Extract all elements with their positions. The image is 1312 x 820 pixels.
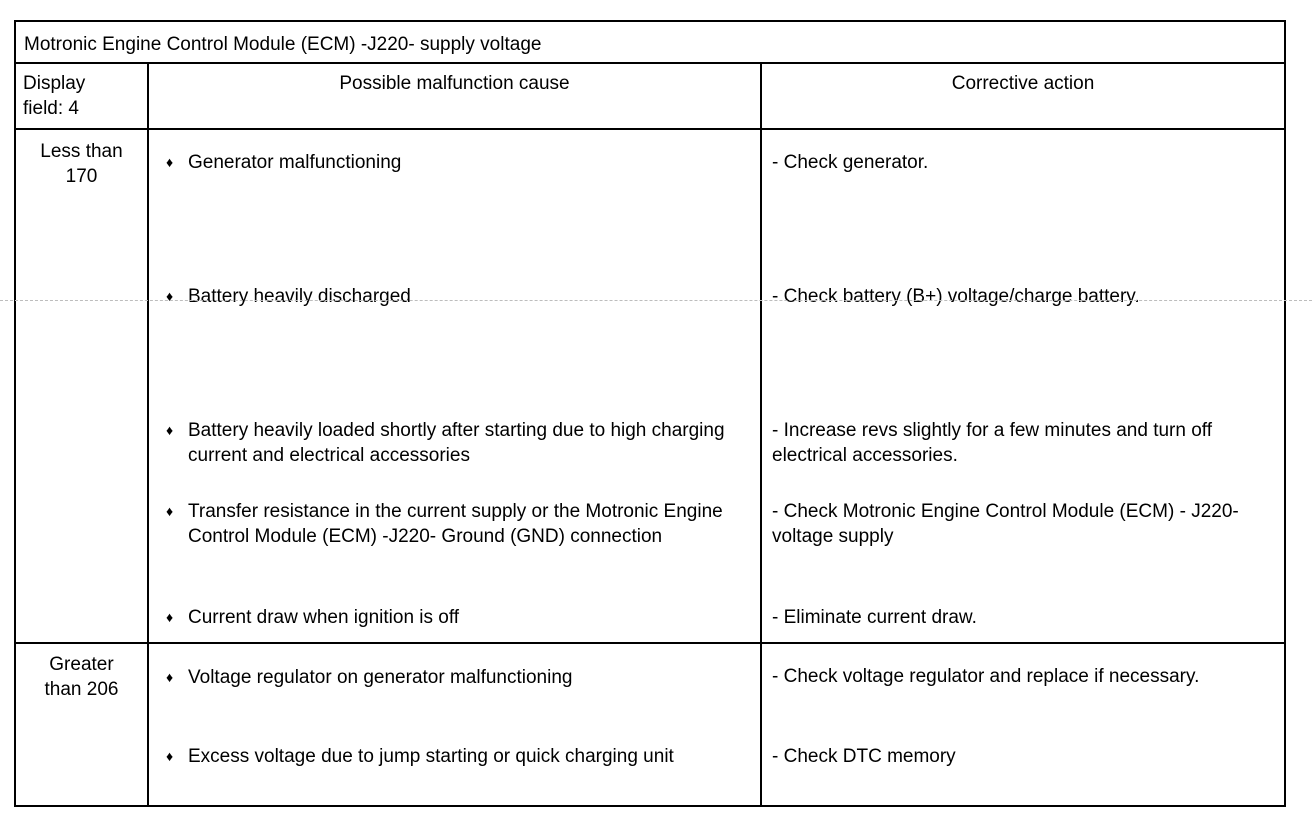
action-text: - Check DTC memory xyxy=(772,746,956,767)
action-text: - Check generator. xyxy=(772,152,929,173)
action-text: - Increase revs slightly for a few minutes and turn off electrical accessories. xyxy=(772,420,1213,466)
diamond-bullet-icon: ♦ xyxy=(166,154,174,170)
header-display-field-line2: field: 4 xyxy=(23,98,79,119)
scan-line-artifact xyxy=(0,300,1312,301)
header-action: Corrective action xyxy=(951,73,1095,94)
cause-text: Generator malfunctioning xyxy=(188,152,402,173)
action-text: - Eliminate current draw. xyxy=(772,607,977,628)
table-title-row xyxy=(16,22,1284,64)
header-display-field xyxy=(23,71,143,121)
action-text: - Check battery (B+) voltage/charge battery. xyxy=(772,286,1140,307)
cause-text: Excess voltage due to jump starting or quick charging unit xyxy=(188,746,674,767)
diamond-bullet-icon: ♦ xyxy=(166,669,174,685)
action-text: - Check voltage regulator and replace if necessary. xyxy=(772,666,1200,687)
diamond-bullet-icon: ♦ xyxy=(166,748,174,764)
cause-text: Transfer resistance in the current supply or the Motronic Engine Control Module (ECM) -J220- Ground (GND) connection xyxy=(188,501,723,547)
column-divider-1 xyxy=(147,64,149,807)
group-1-display-line2: 170 xyxy=(65,166,98,187)
cause-text: Voltage regulator on generator malfunctioning xyxy=(188,667,573,688)
header-display-field-line1: Display xyxy=(23,73,86,94)
header-bottom-divider xyxy=(16,128,1284,130)
diamond-bullet-icon: ♦ xyxy=(166,609,174,625)
table-title: Motronic Engine Control Module (ECM) -J220- supply voltage xyxy=(24,34,542,55)
cause-text: Current draw when ignition is off xyxy=(188,607,460,628)
action-text: - Check Motronic Engine Control Module (ECM) - J220- voltage supply xyxy=(772,501,1239,547)
group-2-display-line1: Greater xyxy=(49,654,114,675)
column-divider-2 xyxy=(760,64,762,807)
header-cause: Possible malfunction cause xyxy=(339,73,570,94)
group-2-display-line2: than 206 xyxy=(44,679,119,700)
group-1-display-value xyxy=(16,139,147,189)
cause-text: Battery heavily discharged xyxy=(188,286,411,307)
diamond-bullet-icon: ♦ xyxy=(166,503,174,519)
diamond-bullet-icon: ♦ xyxy=(166,422,174,438)
group-1-display-line1: Less than xyxy=(40,141,123,162)
supply-voltage-table xyxy=(14,20,1286,807)
cause-text: Battery heavily loaded shortly after starting due to high charging current and electrical accessories xyxy=(188,420,725,466)
group-2-display-value xyxy=(16,652,147,702)
diamond-bullet-icon: ♦ xyxy=(166,288,174,304)
group-divider xyxy=(16,642,1284,644)
